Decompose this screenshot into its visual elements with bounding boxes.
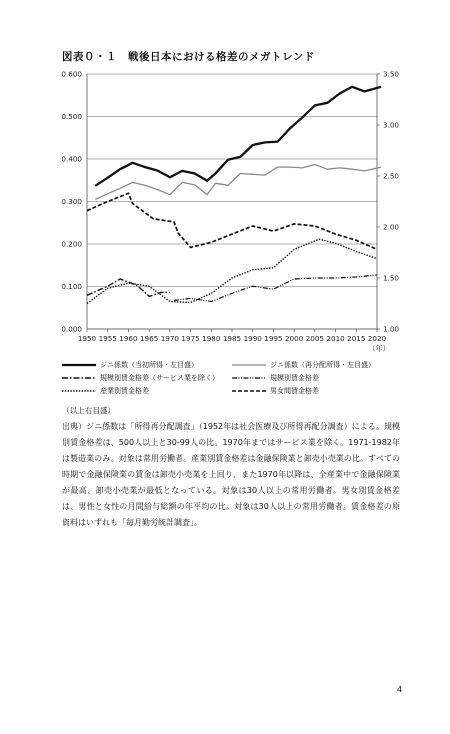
y-right-tick-label: 1.00 [383,324,400,334]
x-tick-label: 2020 [367,334,387,343]
figure-title: 図表０・１ 戦後日本における格差のメガトレンド [62,51,315,63]
series-line-series_1 [95,87,381,186]
legend-swatch-gender-wage [232,388,266,394]
y-left-tick-label: 0.200 [61,239,82,249]
source-text: 出典）ジニ係数は「所得再分配調査」（1952年は社会医療及び所得再配分調査）による。規模別賃金格差は、500人以上と30-99人の比。1970年まではサービス業を除く。1971-1982年は製造業のみ。対象は常用労働者。産業別賃金格差は金融保険業と卸売小売業の比。すべての時期で金融保険業の賃金は卸売小売業を上回り、また1970年以降は、全産業中で金融保険業が最高、卸売小売業が最低となっている。対象は30人以上の常用労働者。男女別賃金格差は、男性と女性の月間給与総額の年平均の比。対象は30人以上の常用労働者。賃金格差の原資料はいずれも「毎月勤労統計調査」。 [62,422,400,527]
series-line-series_2 [95,165,381,200]
x-tick-label: 1950 [77,334,97,343]
legend-label: 男女間賃金格差 [270,386,319,395]
legend-label: ジニ係数（当初所得・左目盛） [100,360,198,369]
series-line-series_3 [87,279,170,296]
y-left-tick-label: 0.000 [61,324,82,334]
series-layer [87,87,381,304]
y-left-tick-label: 0.600 [61,69,82,79]
legend-swatch-size-wage-excl-service [62,375,96,381]
x-tick-label: 1960 [119,334,138,343]
legend-item [62,386,232,396]
label-layer [61,70,399,354]
legend-swatch-gini-initial [62,362,96,368]
legend-item [62,360,232,370]
line-chart [0,60,450,360]
x-tick-label: 1985 [222,334,242,343]
x-tick-label: 2005 [305,334,325,343]
y-left-tick-label: 0.300 [61,197,82,206]
legend-swatch-industry-wage [62,388,96,394]
legend-row [62,358,402,371]
legend-item [62,373,232,383]
x-axis-unit: （年） [368,344,390,353]
x-tick-label: 1995 [264,334,283,343]
legend-item [232,373,402,383]
grid-layer [87,74,377,329]
legend-label: 産業別賃金格差 [100,386,149,395]
x-tick-label: 2010 [326,334,345,343]
legend-label: 規模別賃金格差（サービス業を除く） [100,373,219,382]
legend-row [62,371,402,384]
y-left-tick-label: 0.400 [61,154,82,164]
x-tick-label: 1975 [181,334,200,343]
page-number: 4 [397,685,403,694]
legend-item [232,360,402,370]
y-right-tick-label: 3.50 [383,69,400,79]
legend-label: ジニ係数（再分配所得・左目盛） [270,360,375,369]
legend-item [232,386,402,396]
y-right-tick-label: 1.50 [383,273,400,283]
series-line-series_4 [174,275,377,302]
x-tick-label: 1965 [139,334,159,343]
legend-label: 規模別賃金格差 [270,373,319,382]
x-tick-label: 1955 [98,334,117,343]
legend-swatch-gini-redistributed [232,362,266,368]
x-tick-label: 1980 [202,334,221,343]
chart-legend [62,358,402,397]
x-tick-label: 1970 [160,334,180,343]
x-tick-label: 2015 [347,334,366,343]
y-left-tick-label: 0.500 [61,112,82,121]
y-left-tick-label: 0.100 [61,282,82,291]
y-right-tick-label: 2.00 [383,222,400,232]
x-tick-label: 1990 [243,334,262,343]
legend-row [62,384,402,397]
legend-swatch-size-wage [232,375,266,381]
axis-note: （以上右目盛） [62,406,116,415]
y-right-tick-label: 2.50 [383,171,400,181]
x-tick-label: 2000 [284,334,304,343]
y-right-tick-label: 3.00 [383,120,400,130]
